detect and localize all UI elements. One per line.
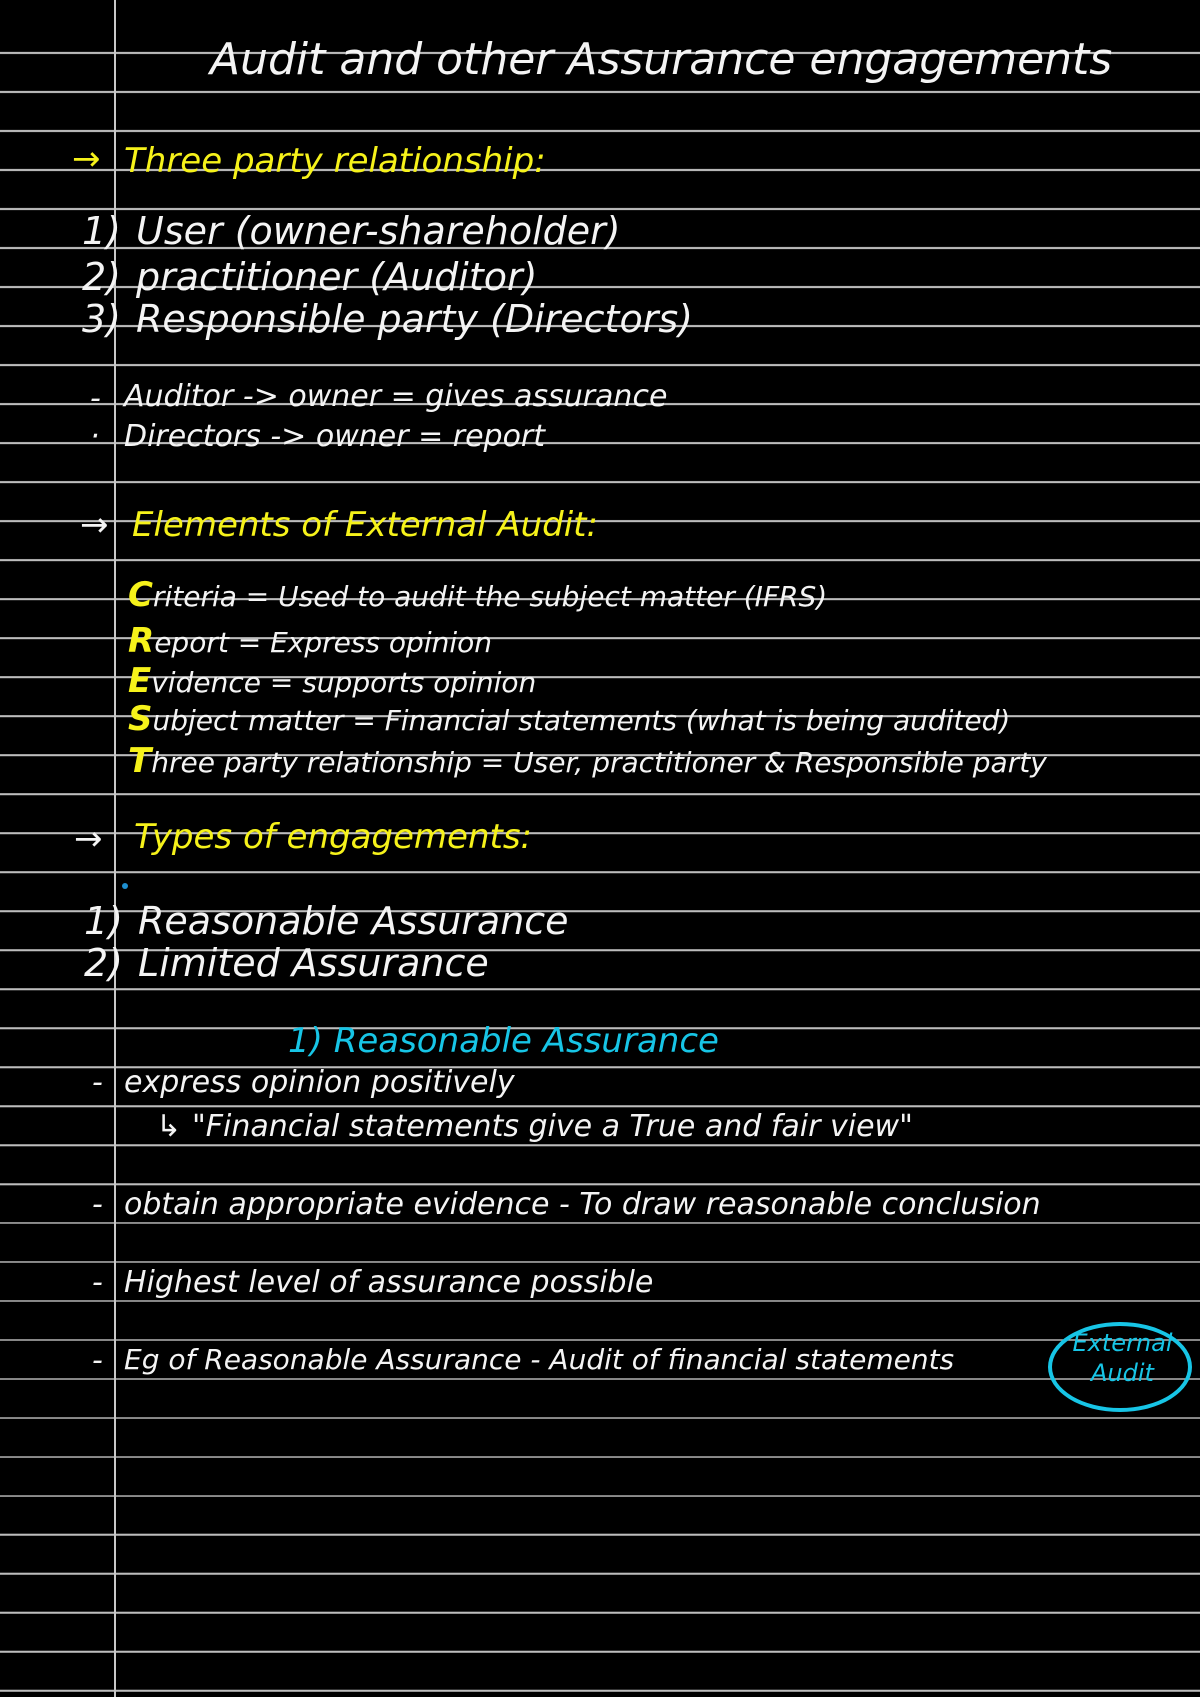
circled-note: External Audit: [1072, 1329, 1173, 1387]
list-item-number: 2): [84, 941, 124, 985]
element-initial: R: [128, 621, 155, 661]
arrow-icon: →: [72, 139, 101, 179]
element-text: hree party relationship = User, practitioner & Responsible party: [151, 746, 1047, 779]
list-item-number: 3): [82, 297, 122, 341]
list-item: Limited Assurance: [138, 941, 489, 985]
dash-bullet: -: [92, 1265, 103, 1300]
reasonable-heading: 1) Reasonable Assurance: [288, 1021, 719, 1061]
element-row: [128, 575, 828, 615]
note-line: Directors -> owner = report: [124, 419, 546, 454]
element-initial: C: [128, 575, 153, 615]
point-line: "Financial statements give a True and fair view": [192, 1109, 913, 1144]
three-party-heading: Three party relationship:: [124, 141, 546, 181]
point-line: obtain appropriate evidence - To draw reasonable conclusion: [124, 1187, 1041, 1222]
element-row: [128, 741, 1047, 781]
element-initial: S: [128, 699, 153, 739]
ink-dot: [122, 883, 128, 889]
dash-bullet: -: [92, 1065, 103, 1100]
list-item: Reasonable Assurance: [138, 899, 569, 943]
element-initial: T: [128, 741, 152, 781]
element-row: [128, 699, 1011, 739]
list-item: practitioner (Auditor): [136, 255, 538, 299]
point-line: Eg of Reasonable Assurance - Audit of financial statements: [124, 1343, 955, 1376]
list-item-number: 1): [82, 209, 122, 253]
element-text: eport = Express opinion: [154, 626, 493, 659]
element-text: ubject matter = Financial statements (what is being audited): [152, 704, 1011, 737]
dash-bullet: -: [92, 1343, 103, 1378]
arrow-icon: →: [74, 819, 103, 859]
list-item: User (owner-shareholder): [136, 209, 621, 253]
list-item-number: 2): [82, 255, 122, 299]
dash-bullet: -: [92, 1187, 103, 1222]
element-row: [128, 621, 493, 661]
types-heading: Types of engagements:: [134, 817, 533, 857]
arrow-icon: →: [80, 505, 109, 545]
element-row: [128, 661, 537, 701]
sub-arrow-icon: ↳: [156, 1109, 182, 1144]
point-line: Highest level of assurance possible: [124, 1265, 654, 1300]
element-text: riteria = Used to audit the subject matter (IFRS): [152, 580, 828, 613]
note-line: Auditor -> owner = gives assurance: [124, 379, 668, 414]
dot-bullet: ·: [90, 419, 100, 454]
point-line: express opinion positively: [124, 1065, 515, 1100]
element-text: vidence = supports opinion: [151, 666, 537, 699]
list-item: Responsible party (Directors): [136, 297, 693, 341]
list-item-number: 1): [84, 899, 124, 943]
dash-bullet: -: [90, 381, 101, 416]
element-initial: E: [128, 661, 152, 701]
page-title: Audit and other Assurance engagements: [210, 34, 1113, 85]
elements-heading: Elements of External Audit:: [132, 505, 598, 545]
